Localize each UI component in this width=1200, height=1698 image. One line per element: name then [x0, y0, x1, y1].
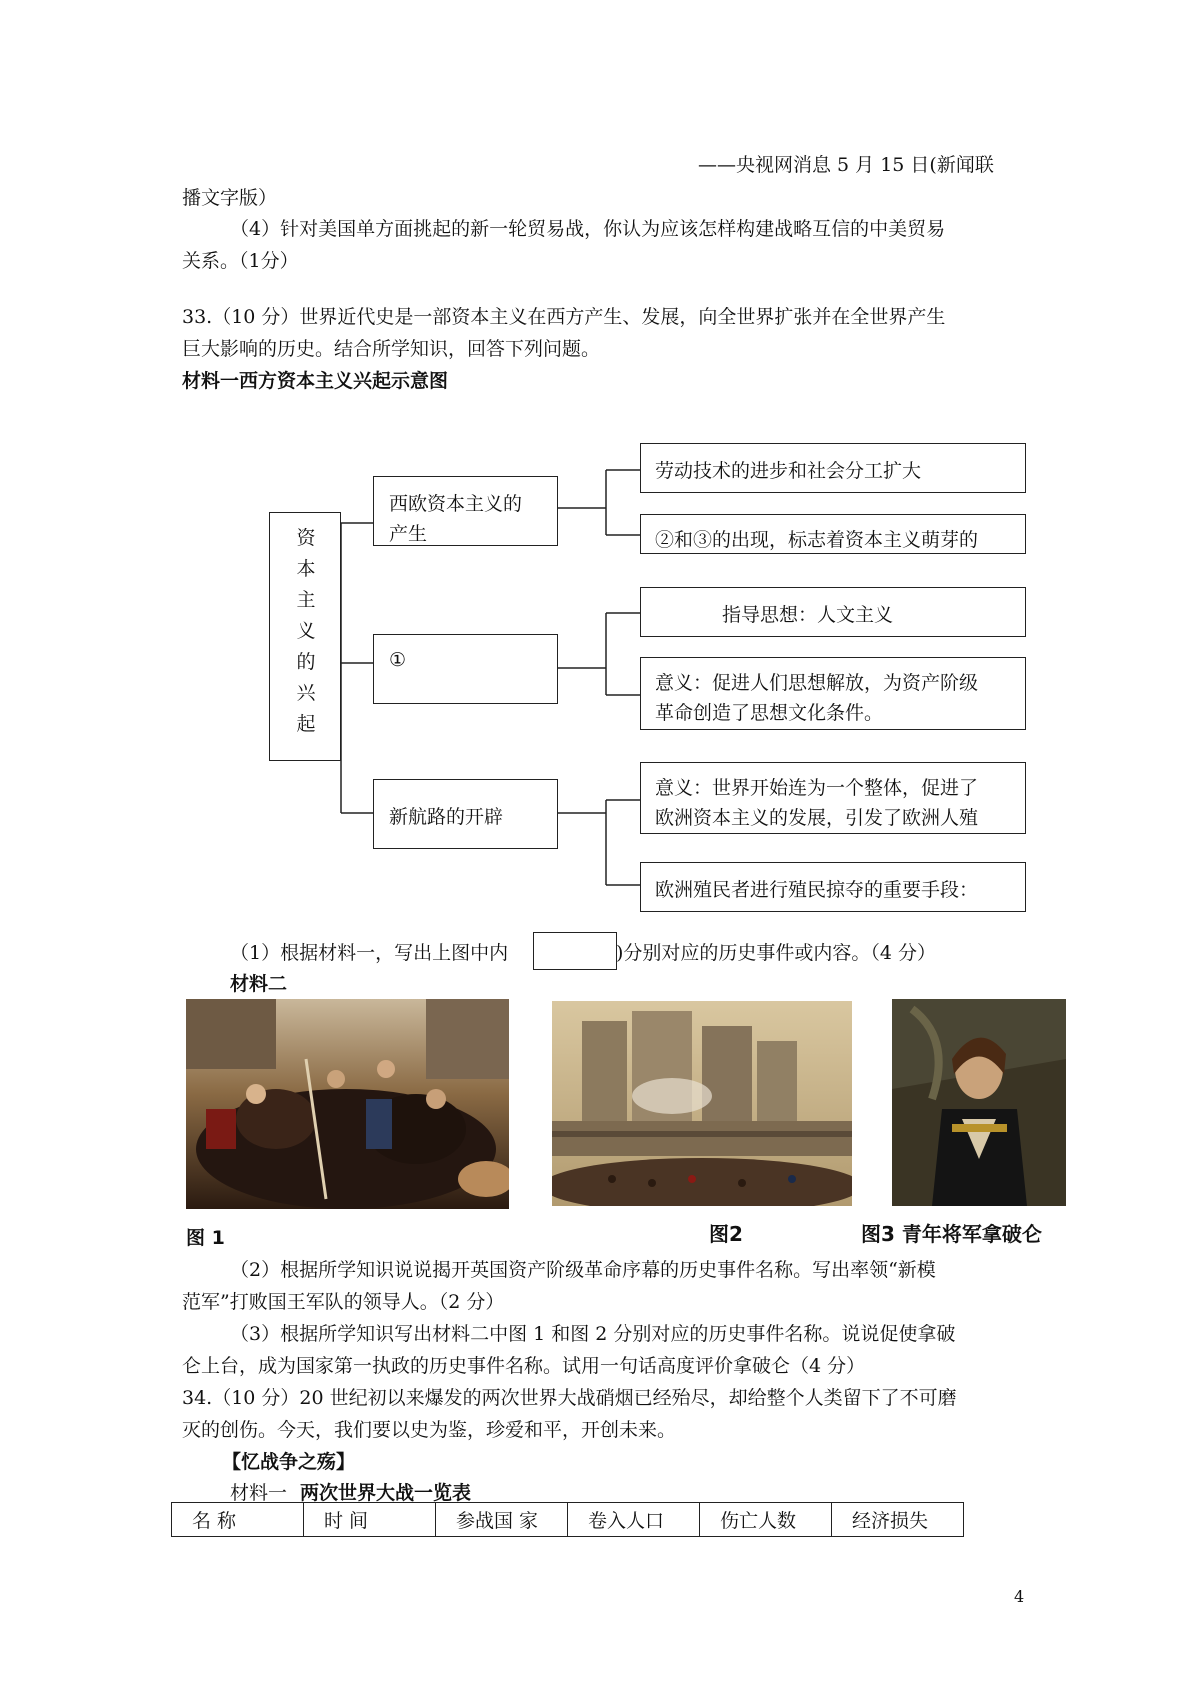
table-header-cell: 卷入人口 [568, 1503, 700, 1537]
diagram-leaf-1a [640, 443, 1026, 493]
page-number: 4 [1014, 1587, 1025, 1606]
material1-title: 材料一西方资本主义兴起示意图 [182, 370, 449, 392]
diagram-root-label: 资本主义的兴起 [296, 527, 316, 735]
q2-line-1: （2）根据所学知识说说揭开英国资产阶级革命序幕的历史事件名称。写出率领“新模 [230, 1259, 936, 1281]
leaf-2b-line-2: 革命创造了思想文化条件。 [655, 702, 884, 724]
q34-line-1: 34.（10 分）20 世纪初以来爆发的两次世界大战硝烟已经殆尽，却给整个人类留下了不可磨 [182, 1387, 957, 1409]
source-line-1: ——央视网消息 5 月 15 日(新闻联 [698, 154, 994, 176]
table-header-cell: 经济损失 [832, 1503, 964, 1537]
figure-3-caption: 图3 青年将军拿破仑 [861, 1222, 1042, 1246]
diagram-root [269, 512, 341, 761]
branch-2-label: ① [389, 649, 407, 671]
table-header-cell: 时 间 [304, 1503, 436, 1537]
material2-title: 材料二 [230, 973, 288, 995]
figure-2-image [552, 1001, 852, 1206]
figure-1-image [186, 999, 509, 1209]
material-table-title: 两次世界大战一览表 [300, 1482, 472, 1504]
leaf-1a-label: 劳动技术的进步和社会分工扩大 [655, 460, 922, 482]
q33-line-1: 33.（10 分）世界近代史是一部资本主义在西方产生、发展，向全世界扩张并在全世界产生 [182, 306, 946, 328]
answer-blank-box [533, 932, 617, 970]
q33-line-2: 巨大影响的历史。结合所学知识，回答下列问题。 [182, 338, 601, 360]
q34-line-2: 灭的创伤。今天，我们要以史为鉴，珍爱和平，开创未来。 [182, 1419, 677, 1441]
leaf-1b-label: ②和③的出现，标志着资本主义萌芽的 [655, 529, 979, 551]
branch-3-label: 新航路的开辟 [389, 806, 504, 828]
wars-table [171, 1502, 964, 1537]
diagram-leaf-1b [640, 514, 1026, 554]
diagram-branch-1 [373, 476, 558, 546]
table-header-cell: 参战国 家 [436, 1503, 568, 1537]
leaf-3a-line-1: 意义：世界开始连为一个整体，促进了 [655, 777, 979, 799]
diagram-leaf-3b [640, 862, 1026, 912]
material-table-label: 材料一 [230, 1482, 288, 1504]
q4-line-1: （4）针对美国单方面挑起的新一轮贸易战，你认为应该怎样构建战略互信的中美贸易 [230, 218, 946, 240]
figure-2-caption: 图2 [709, 1222, 743, 1246]
diagram-leaf-2a [640, 587, 1026, 637]
leaf-2a-label: 指导思想：人文主义 [722, 604, 894, 626]
figure-3-image [892, 999, 1066, 1206]
q3-line-2: 仑上台，成为国家第一执政的历史事件名称。试用一句话高度评价拿破仑（4 分） [182, 1355, 866, 1377]
branch-1-line-1: 西欧资本主义的 [389, 493, 523, 515]
q1-part-1: （1）根据材料一，写出上图中内 [230, 942, 509, 964]
diagram-leaf-3a [640, 762, 1026, 834]
q1-part-2: )分别对应的历史事件或内容。（4 分） [616, 942, 937, 964]
q3-line-1: （3）根据所学知识写出材料二中图 1 和图 2 分别对应的历史事件名称。说说促使拿破 [230, 1323, 956, 1345]
table-header-cell: 名 称 [172, 1503, 304, 1537]
diagram-branch-2 [373, 634, 558, 704]
figure-1-caption: 图 1 [186, 1227, 225, 1249]
q4-line-2: 关系。（1分） [182, 250, 299, 272]
diagram-branch-3 [373, 779, 558, 849]
table-header-row [172, 1503, 964, 1537]
table-header-cell: 伤亡人数 [700, 1503, 832, 1537]
leaf-2b-line-1: 意义：促进人们思想解放，为资产阶级 [655, 672, 979, 694]
diagram-leaf-2b [640, 657, 1026, 730]
q2-line-2: 范军”打败国王军队的领导人。（2 分） [182, 1291, 505, 1313]
section-heading: 【忆战争之殇】 [222, 1451, 356, 1473]
source-line-2: 播文字版） [182, 187, 278, 209]
branch-1-line-2: 产生 [389, 523, 428, 545]
leaf-3a-line-2: 欧洲资本主义的发展，引发了欧洲人殖 [655, 807, 979, 829]
leaf-3b-label: 欧洲殖民者进行殖民掠夺的重要手段： [655, 879, 979, 901]
